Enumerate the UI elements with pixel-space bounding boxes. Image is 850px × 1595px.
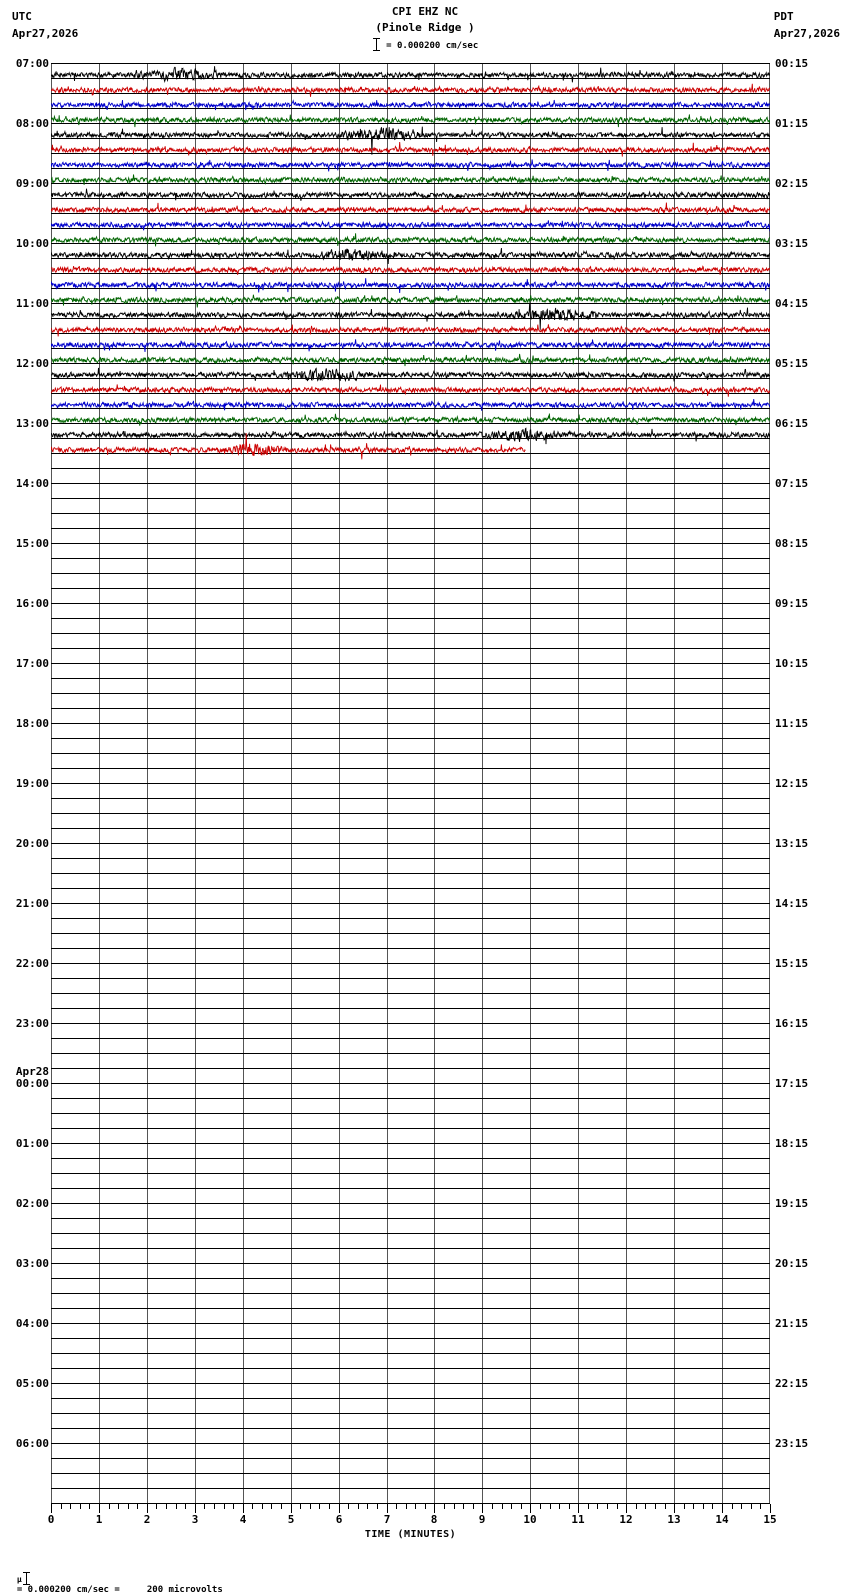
right-time-label: 05:15: [775, 357, 809, 370]
axis-baseline: [51, 1503, 770, 1504]
header-right-block: [774, 8, 840, 42]
axis-tick-label: 1: [95, 1513, 103, 1526]
seismic-trace: [51, 278, 770, 293]
axis-tick-major: [99, 1504, 100, 1513]
axis-tick-label: 14: [715, 1513, 729, 1526]
axis-tick-minor: [377, 1504, 378, 1509]
axis-tick-minor: [109, 1504, 110, 1509]
axis-tick-minor: [415, 1504, 416, 1509]
left-time-label: 16:00: [15, 597, 49, 610]
axis-title: TIME (MINUTES): [364, 1529, 457, 1540]
axis-tick-minor: [185, 1504, 186, 1509]
right-time-label: 10:15: [775, 657, 809, 670]
axis-tick-minor: [732, 1504, 733, 1509]
right-time-label: 19:15: [775, 1197, 809, 1210]
axis-tick-minor: [348, 1504, 349, 1509]
axis-tick-minor: [588, 1504, 589, 1509]
seismic-trace: [51, 433, 525, 459]
axis-tick-minor: [281, 1504, 282, 1509]
axis-tick-minor: [665, 1504, 666, 1509]
right-time-label: 20:15: [775, 1257, 809, 1270]
axis-tick-label: 7: [383, 1513, 391, 1526]
seismic-trace: [51, 233, 770, 246]
right-time-label: 06:15: [775, 417, 809, 430]
footer-scale-note: [6, 1562, 223, 1595]
axis-tick-minor: [156, 1504, 157, 1509]
left-time-label: 03:00: [15, 1257, 49, 1270]
right-time-label: 15:15: [775, 957, 809, 970]
timezone-label-right: PDT: [773, 10, 794, 23]
right-time-label: 16:15: [775, 1017, 809, 1030]
axis-tick-major: [339, 1504, 340, 1513]
left-time-label: 02:00: [15, 1197, 49, 1210]
left-time-label: 22:00: [15, 957, 49, 970]
axis-tick-minor: [300, 1504, 301, 1509]
axis-tick-minor: [492, 1504, 493, 1509]
axis-tick-label: 0: [47, 1513, 55, 1526]
left-time-label: 20:00: [15, 837, 49, 850]
axis-tick-label: 5: [287, 1513, 295, 1526]
right-time-label: 14:15: [775, 897, 809, 910]
date-label-left: Apr27,2026: [12, 27, 79, 40]
left-time-label: 04:00: [15, 1317, 49, 1330]
axis-tick-minor: [61, 1504, 62, 1509]
right-time-label: 23:15: [775, 1437, 809, 1450]
axis-tick-minor: [569, 1504, 570, 1509]
seismic-trace: [51, 384, 770, 396]
seismic-trace: [51, 368, 770, 382]
axis-tick-minor: [684, 1504, 685, 1509]
axis-tick-minor: [712, 1504, 713, 1509]
axis-tick-minor: [597, 1504, 598, 1509]
left-time-label: 08:00: [15, 117, 49, 130]
seismic-trace: [51, 354, 770, 366]
axis-tick-minor: [89, 1504, 90, 1509]
axis-tick-minor: [655, 1504, 656, 1509]
axis-tick-major: [51, 1504, 52, 1513]
right-time-label: 08:15: [775, 537, 809, 550]
left-time-label: 19:00: [15, 777, 49, 790]
left-daymark-label: Apr28: [15, 1065, 49, 1078]
seismic-trace: [51, 84, 770, 97]
seismic-traces: [51, 63, 770, 1503]
axis-tick-minor: [502, 1504, 503, 1509]
axis-tick-major: [674, 1504, 675, 1513]
axis-tick-minor: [425, 1504, 426, 1509]
axis-tick-label: 2: [143, 1513, 151, 1526]
left-time-label: 18:00: [15, 717, 49, 730]
axis-tick-minor: [444, 1504, 445, 1509]
timezone-label-left: UTC: [12, 10, 32, 23]
right-time-label: 11:15: [775, 717, 809, 730]
station-code-title: CPI EHZ NC: [391, 5, 459, 18]
axis-tick-label: 6: [335, 1513, 343, 1526]
left-time-label: 10:00: [15, 237, 49, 250]
footer-ibeam-icon: [22, 1572, 31, 1585]
axis-tick-minor: [396, 1504, 397, 1509]
left-time-label: 13:00: [15, 417, 49, 430]
axis-tick-minor: [521, 1504, 522, 1509]
left-time-label: 11:00: [15, 297, 49, 310]
right-time-label: 21:15: [775, 1317, 809, 1330]
axis-tick-minor: [176, 1504, 177, 1509]
axis-tick-major: [722, 1504, 723, 1513]
right-time-label: 04:15: [775, 297, 809, 310]
seismic-trace: [51, 303, 770, 330]
axis-tick-minor: [128, 1504, 129, 1509]
axis-tick-major: [195, 1504, 196, 1513]
axis-tick-major: [626, 1504, 627, 1513]
seismic-trace: [51, 100, 770, 110]
axis-tick-label: 11: [571, 1513, 585, 1526]
axis-tick-minor: [271, 1504, 272, 1509]
seismic-trace: [51, 203, 770, 215]
axis-tick-label: 8: [430, 1513, 438, 1526]
right-time-label: 07:15: [775, 477, 809, 490]
axis-tick-minor: [224, 1504, 225, 1509]
axis-tick-minor: [607, 1504, 608, 1509]
axis-tick-minor: [319, 1504, 320, 1509]
bottom-time-axis: [47, 1503, 777, 1543]
station-name-title: (Pinole Ridge ): [375, 21, 475, 34]
axis-tick-label: 13: [667, 1513, 681, 1526]
right-time-label: 18:15: [775, 1137, 809, 1150]
axis-tick-minor: [741, 1504, 742, 1509]
header-center-block: [0, 4, 850, 36]
seismic-trace: [51, 414, 770, 426]
right-time-label: 03:15: [775, 237, 809, 250]
axis-tick-minor: [70, 1504, 71, 1509]
axis-tick-major: [482, 1504, 483, 1513]
axis-tick-minor: [454, 1504, 455, 1509]
seismic-trace: [51, 189, 770, 201]
left-time-label: 23:00: [15, 1017, 49, 1030]
axis-tick-label: 10: [523, 1513, 537, 1526]
axis-tick-minor: [463, 1504, 464, 1509]
seismic-trace: [51, 175, 770, 185]
axis-tick-minor: [511, 1504, 512, 1509]
axis-tick-label: 15: [763, 1513, 777, 1526]
axis-tick-minor: [367, 1504, 368, 1509]
footer-scale-text: = 0.000200 cm/sec = 200 microvolts: [16, 1585, 223, 1595]
right-time-label: 00:15: [775, 57, 809, 70]
trace-canvas: [51, 63, 770, 1503]
seismic-trace: [51, 295, 770, 308]
axis-tick-minor: [166, 1504, 167, 1509]
scale-ibeam-icon: [372, 38, 381, 51]
axis-tick-minor: [473, 1504, 474, 1509]
right-time-label: 17:15: [775, 1077, 809, 1090]
seismic-trace: [51, 114, 770, 127]
axis-tick-label: 9: [478, 1513, 486, 1526]
axis-tick-minor: [262, 1504, 263, 1509]
date-label-right: Apr27,2026: [773, 27, 840, 40]
axis-tick-major: [530, 1504, 531, 1513]
seismic-trace: [51, 248, 770, 264]
axis-tick-major: [387, 1504, 388, 1513]
axis-tick-minor: [550, 1504, 551, 1509]
right-time-label: 12:15: [775, 777, 809, 790]
axis-tick-label: 3: [191, 1513, 199, 1526]
axis-tick-minor: [137, 1504, 138, 1509]
axis-tick-major: [291, 1504, 292, 1513]
seismic-trace: [51, 266, 770, 275]
left-time-label: 14:00: [15, 477, 49, 490]
helicorder-plot: [51, 63, 770, 1503]
right-time-label: 01:15: [775, 117, 809, 130]
axis-tick-label: 4: [239, 1513, 247, 1526]
scale-bar-legend: [0, 38, 850, 51]
right-time-label: 22:15: [775, 1377, 809, 1390]
left-time-label: 05:00: [15, 1377, 49, 1390]
left-time-label: 15:00: [15, 537, 49, 550]
seismic-trace: [51, 142, 770, 157]
axis-tick-minor: [760, 1504, 761, 1509]
right-time-label: 13:15: [775, 837, 809, 850]
right-time-label: 09:15: [775, 597, 809, 610]
seismic-trace: [51, 339, 770, 352]
axis-tick-minor: [214, 1504, 215, 1509]
left-time-label: 06:00: [15, 1437, 49, 1450]
axis-tick-minor: [703, 1504, 704, 1509]
axis-tick-minor: [233, 1504, 234, 1509]
axis-tick-minor: [636, 1504, 637, 1509]
seismic-trace: [51, 428, 770, 444]
axis-tick-minor: [617, 1504, 618, 1509]
axis-tick-label: 12: [619, 1513, 633, 1526]
scale-bar-text: = 0.000200 cm/sec: [386, 41, 479, 51]
axis-tick-major: [243, 1504, 244, 1513]
axis-tick-minor: [252, 1504, 253, 1509]
axis-tick-minor: [358, 1504, 359, 1509]
seismic-trace: [51, 127, 770, 155]
axis-tick-major: [770, 1504, 771, 1513]
seismic-trace: [51, 324, 770, 336]
axis-tick-minor: [406, 1504, 407, 1509]
micro-prefix-label: µ: [16, 1575, 22, 1584]
axis-tick-minor: [80, 1504, 81, 1509]
axis-tick-minor: [540, 1504, 541, 1509]
seismic-trace: [51, 220, 770, 231]
axis-tick-minor: [329, 1504, 330, 1509]
left-time-label: 01:00: [15, 1137, 49, 1150]
left-time-label: 17:00: [15, 657, 49, 670]
seismic-trace: [51, 399, 770, 411]
axis-tick-minor: [559, 1504, 560, 1509]
left-time-label: 07:00: [15, 57, 49, 70]
seismic-trace: [51, 159, 770, 171]
axis-tick-minor: [645, 1504, 646, 1509]
seismic-trace: [51, 66, 770, 82]
right-time-label: 02:15: [775, 177, 809, 190]
axis-tick-minor: [751, 1504, 752, 1509]
left-time-label: 12:00: [15, 357, 49, 370]
left-time-label: 00:00: [15, 1077, 49, 1090]
axis-tick-major: [434, 1504, 435, 1513]
axis-tick-minor: [118, 1504, 119, 1509]
axis-tick-minor: [693, 1504, 694, 1509]
left-time-label: 09:00: [15, 177, 49, 190]
axis-tick-minor: [204, 1504, 205, 1509]
axis-tick-major: [578, 1504, 579, 1513]
axis-tick-minor: [310, 1504, 311, 1509]
axis-tick-major: [147, 1504, 148, 1513]
left-time-label: 21:00: [15, 897, 49, 910]
